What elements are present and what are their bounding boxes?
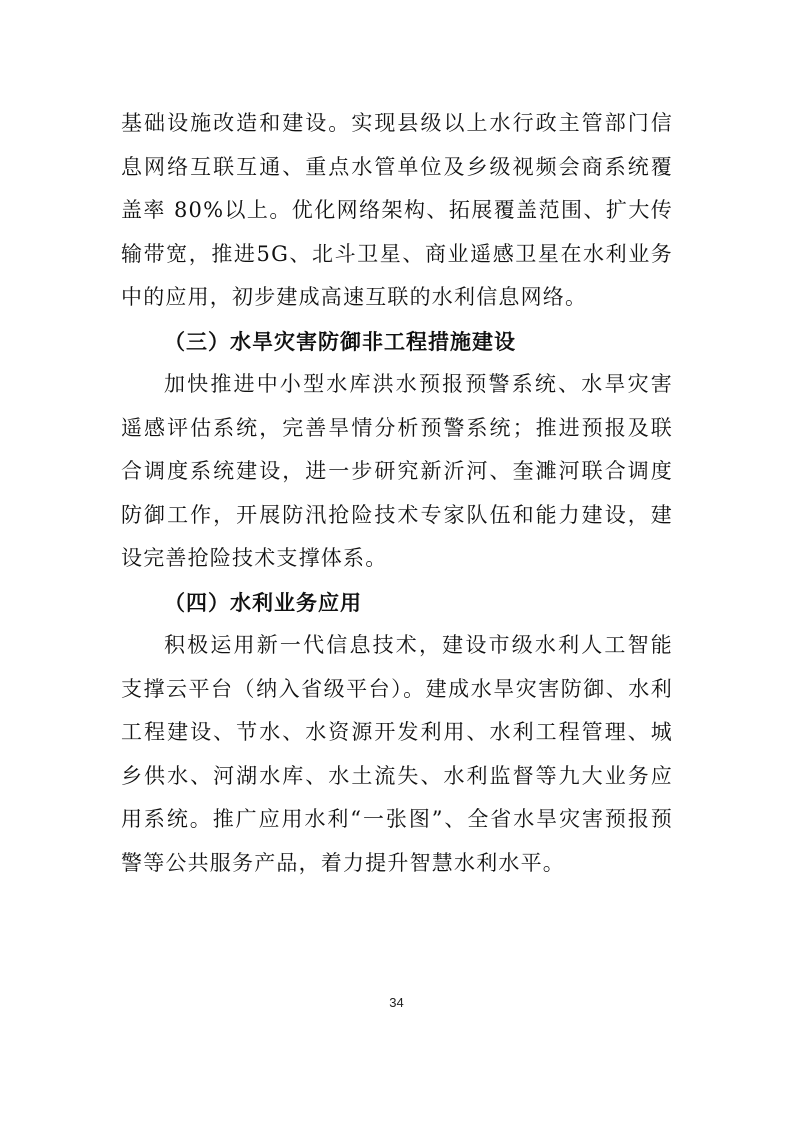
- page-content: [121, 102, 673, 885]
- paragraph-disaster-defense: 加快推进中小型水库洪水预报预警系统、水旱灾害遥感评估系统，完善旱情分析预警系统；推进预报及联合调度系统建设，进一步研究新沂河、奎濉河联合调度防御工作，开展防汛抢险技术专家队伍和能力建设，建设完善抢险技术支撑体系。: [121, 372, 673, 570]
- section-heading-business-application: （四）水利业务应用: [164, 589, 362, 615]
- paragraph-business-application: 积极运用新一代信息技术，建设市级水利人工智能支撑云平台（纳入省级平台）。建成水旱灾害防御、水利工程建设、节水、水资源开发利用、水利工程管理、城乡供水、河湖水库、水土流失、水利监督等九大业务应用系统。推广应用水利“一张图”、全省水旱灾害预报预警等公共服务产品，着力提升智慧水利水平。: [121, 633, 673, 875]
- paragraph-network-construction: 基础设施改造和建设。实现县级以上水行政主管部门信息网络互联互通、重点水管单位及乡级视频会商系统覆盖率 80%以上。优化网络架构、拓展覆盖范围、扩大传输带宽，推进5G、北斗卫星、商业遥感卫星在水利业务中的应用，初步建成高速互联的水利信息网络。: [121, 111, 673, 309]
- section-heading-disaster-defense: （三）水旱灾害防御非工程措施建设: [164, 328, 516, 354]
- page-number: 34: [389, 995, 404, 1010]
